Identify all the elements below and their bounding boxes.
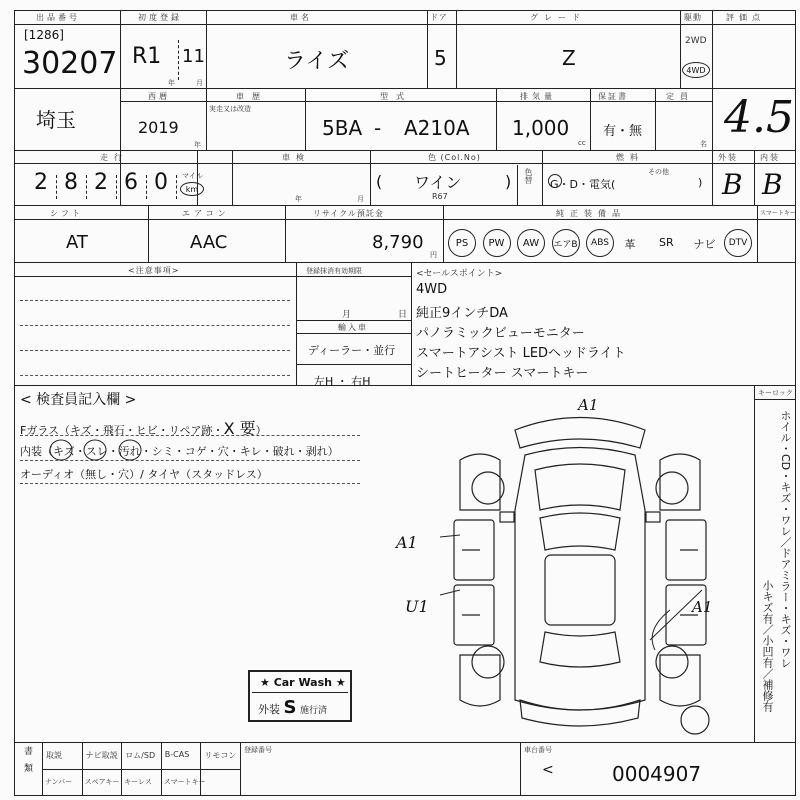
col-line [655,88,656,150]
interior-label: 内装 [760,153,780,162]
equipment-item: DTV [724,229,752,257]
header-band-line [14,219,796,220]
footer-col-line [200,742,201,796]
col-line [427,10,428,88]
col-line [456,10,457,88]
reg-day: 日 [398,310,408,320]
chassis-mark: < [542,762,554,778]
warranty-label: 保証書 [598,92,628,101]
score-label: 評価点 [726,13,765,22]
row-line [296,364,411,365]
recycle-label: リサイクル預託金 [313,209,384,218]
row-line [14,385,796,386]
col-line [206,10,207,88]
damage-mark: A1 [578,396,599,414]
mileage-label: 走行 [100,153,128,162]
col-line [206,88,207,150]
color: ワイン [414,173,462,192]
col-line [754,150,755,205]
col-line [754,385,755,742]
handle-side: 左H ・ 右H [314,375,371,388]
interior-note: 内装（キズ・スレ・汚れ・シミ・コゲ・穴・キレ・破れ・剥れ） [20,445,339,458]
car-wash-grade: S [283,697,297,718]
keyless-label: スマートキー [760,210,796,217]
color-code: R67 [432,192,448,201]
ac-label: エアコン [182,209,230,218]
fuel-label: 燃料 [616,153,644,162]
keylock-label: キーロック [758,389,793,397]
inspection-label: 車検 [282,153,310,162]
row-line [14,262,796,263]
footer-item: ナビ取説 [85,751,118,760]
ac: AAC [190,232,228,253]
header-band-line [296,276,411,277]
equipment-item: PW [483,229,511,257]
caution-label: <注意事項> [128,266,180,275]
digit-divider [86,175,87,199]
chassis-number: 0004907 [612,762,702,786]
digit-divider [56,175,57,199]
car-diagram [440,400,720,740]
fuel-options: G・D・電気( [550,178,616,191]
lot-sub-number: [1286] [24,28,64,42]
car-wash-stamp [248,670,352,722]
shift-label: シフト [50,209,83,218]
col-line [120,10,121,205]
col-line [520,742,521,796]
header-band-line [754,399,796,400]
header-band-line [14,163,796,164]
col-line [240,742,241,796]
region: 埼玉 [36,108,76,132]
inspector-title: < 検査員記入欄 > [20,392,137,408]
col-line [590,88,591,150]
capacity-label: 定員 [666,92,694,101]
glass-note: Fガラス（キズ・飛石・ヒビ・リペア跡・X 要） [20,419,267,438]
exterior-grade: B [722,168,743,201]
footer-col-line [82,742,83,796]
row-line [14,742,796,743]
drive-2wd: 2WD [685,36,707,46]
footer-item: スペアキー [84,778,120,786]
audio-tire-note: オーディオ（無し・穴）/ タイヤ（スタッドレス） [20,468,268,481]
col-line [680,10,681,88]
damage-mark: A1 [396,533,418,552]
import-label: 輸入車 [338,323,368,332]
color-change-label: 色替 [524,168,533,184]
mileage-digit: 6 [124,170,138,195]
sales-point: 4WD [416,282,448,297]
mileage-digit: 2 [34,170,48,195]
reg-month: 月 [342,310,352,320]
equipment-item: AW [517,229,545,257]
col-line [370,150,371,205]
note-line [20,300,290,301]
reg-label: 初度登録 [138,13,182,22]
equipment-item: ナビ [693,238,716,251]
legend-repair: 小キズ有／小凹有／補修有 [761,580,774,712]
note-line [20,375,290,376]
model-dash: - [374,116,382,140]
footer-item: ナンバー [45,778,73,786]
footer-item: キーレス [124,778,152,786]
grade: Z [562,46,576,70]
footer-item: スマートキー [163,778,206,786]
equipment-item: 革 [624,238,636,251]
western-label: 西暦 [148,92,170,101]
chassis-label: 車台番号 [524,746,552,754]
col-line [757,205,758,262]
row-line [14,205,796,206]
col-line [232,150,233,205]
col-line [712,10,713,150]
history-label: 車歴 [236,92,268,101]
dealer-parallel: ディーラー・並行 [308,344,396,357]
col-line [296,262,297,385]
col-line [443,205,444,262]
equipment-item: PS [448,229,476,257]
year-unit: 年 [194,141,201,149]
lot-label: 出品番号 [36,13,80,22]
sales-point: パノラミックビューモニター [416,326,585,341]
header-band-line [14,24,796,25]
inspection-month: 月 [357,195,364,203]
items-side-label: 書類 [22,746,32,780]
col-line [148,205,149,262]
name-label: 車名 [290,13,312,22]
displacement: 1,000 [512,116,570,140]
col-line [542,150,543,205]
history-sub: 実走又は改造 [209,105,251,113]
mileage-digit: 0 [154,170,168,195]
car-name: ライズ [284,49,350,74]
note-line [20,435,360,436]
fuel-other: その他 [648,168,669,176]
inspection-year: 年 [295,195,302,203]
sales-label: <セールスポイント> [416,269,503,279]
reg-era: R1 [132,44,162,69]
cc-unit: cc [578,139,586,147]
footer-item: ロム/SD [125,751,156,760]
model-label: 型式 [380,92,412,101]
interior-grade: B [762,168,783,201]
col-line [517,165,518,205]
digit-divider [176,175,177,199]
row-line [296,333,411,334]
door-count: 5 [434,46,447,70]
fuel-circle [548,174,562,188]
note-line [20,483,360,484]
registration-label: 登録抹消有効期限 [306,267,362,275]
yen-unit: 円 [430,251,437,259]
col-line [285,205,286,262]
model-year: 2019 [138,118,179,137]
car-wash-text: 外装 S 施行済 [258,697,327,718]
reg-month: 11 [182,46,205,67]
mileage-digit: 2 [94,170,108,195]
mileage-digit: 8 [64,170,78,195]
digit-divider [146,175,147,199]
damage-mark: U1 [405,597,429,616]
row-line [14,88,796,89]
note-line [20,325,290,326]
drive-label: 駆動 [684,13,702,22]
equipment-item: ABS [586,229,614,257]
footer-item: B-CAS [164,750,190,759]
lot-number: 30207 [22,46,118,81]
year-unit: 年 [168,79,175,87]
row-line [42,769,240,770]
sales-point: シートヒーター スマートキー [416,366,589,381]
note-line [20,350,290,351]
sales-point: 純正9インチDA [416,306,508,321]
legend-damage: ホイル・CD・キズ・ワレ／ドアミラー・キズ・ワレ [779,410,792,669]
recycle-fee: 8,790 [372,232,424,253]
displacement-label: 排気量 [520,92,556,101]
capacity-unit: 名 [700,140,707,148]
reg-number-label: 登録番号 [244,746,272,754]
sales-point: スマートアシスト LEDヘッドライト [416,346,626,361]
score: 4.5 [724,92,794,143]
footer-col-line [121,742,122,796]
equipment-label: 純正装備品 [556,209,626,218]
equipment-item: エアB [552,229,580,257]
row-line [14,150,796,151]
grade-label: グレード [530,13,586,22]
row-line [296,320,411,321]
shift: AT [66,232,88,253]
mile-unit: マイル [182,172,203,180]
drive-4wd: 4WD [682,62,710,78]
footer-item: リモコン [204,751,237,760]
month-unit: 月 [196,79,203,87]
color-label: 色 (Col.No) [428,153,481,162]
model-code: A210A [404,116,470,140]
digit-divider [116,175,117,199]
door-label: ドア [430,13,448,22]
glass-mark: X 要 [223,419,256,438]
reg-divider [178,40,179,80]
equipment-item: SR [659,236,674,249]
col-line [496,88,497,150]
interior-circles [40,438,170,462]
km-unit: km [180,182,204,196]
damage-mark: A1 [692,598,713,616]
footer-col-line [161,742,162,796]
col-line [411,262,412,385]
header-band-line [14,276,296,277]
model-prefix: 5BA [322,116,363,140]
car-wash-title: ★ Car Wash ★ [260,676,346,689]
exterior-label: 外装 [718,153,738,162]
warranty-value: 有・無 [603,124,643,139]
auction-sheet: 出品番号 [1286] 30207 初度登録 R1 11 年 月 車名 ライズ ドア 5 グレード Z 駆動 2WD 4WD 評価点 4.5 埼玉 西暦 2019 年 車歴 実走又は改造 型式 5BA - A210A 排気量 1,000 cc 保証書 有・無 定員 名 走行 2 8 2 6 0 マイル km 車検 年 月 色 (Col.No) ( ワイン ) R67 色替 燃料 G・D・電気( その他 ) 外装 B 内装 B シフト AT エアコン AAC リサイクル預託金 8,790 円 純正装備品 スマートキー PS PW AW エアB ABS 革 SR ナビ DTV <注意事項> 登録抹消有効期限 月 日 輸入車 ディーラー・並行 左H ・ 右H <セールスポイント> 4WD 純正9インチDA パノラミックビューモニター スマートアシスト LEDヘッドライト シートヒーター スマートキー < 検査員記入欄 > Fガラス（キズ・飛石・ヒビ・リペア跡・X 要） 内装（キズ・スレ・汚れ・シミ・コゲ・穴・キレ・破れ・剥れ） オーディオ（無し・穴）/ タイヤ（スタッドレス） A1 A1 U1 A1 キーロック ホイル・CD・キズ・ワレ／ドアミラー・キズ・ワレ 小キズ有／小凹有／補修有 ★ Car Wash ★ 外装 S 施行済 書類 取説 ナビ取説 ロム/SD B-CAS リモコン ナンバー スペアキー キーレス スマートキー 登録番号 車台番号 < 0004907 [0,0,800,800]
col-line [712,150,713,205]
footer-item: 取説 [46,751,62,760]
col-line [305,88,306,150]
